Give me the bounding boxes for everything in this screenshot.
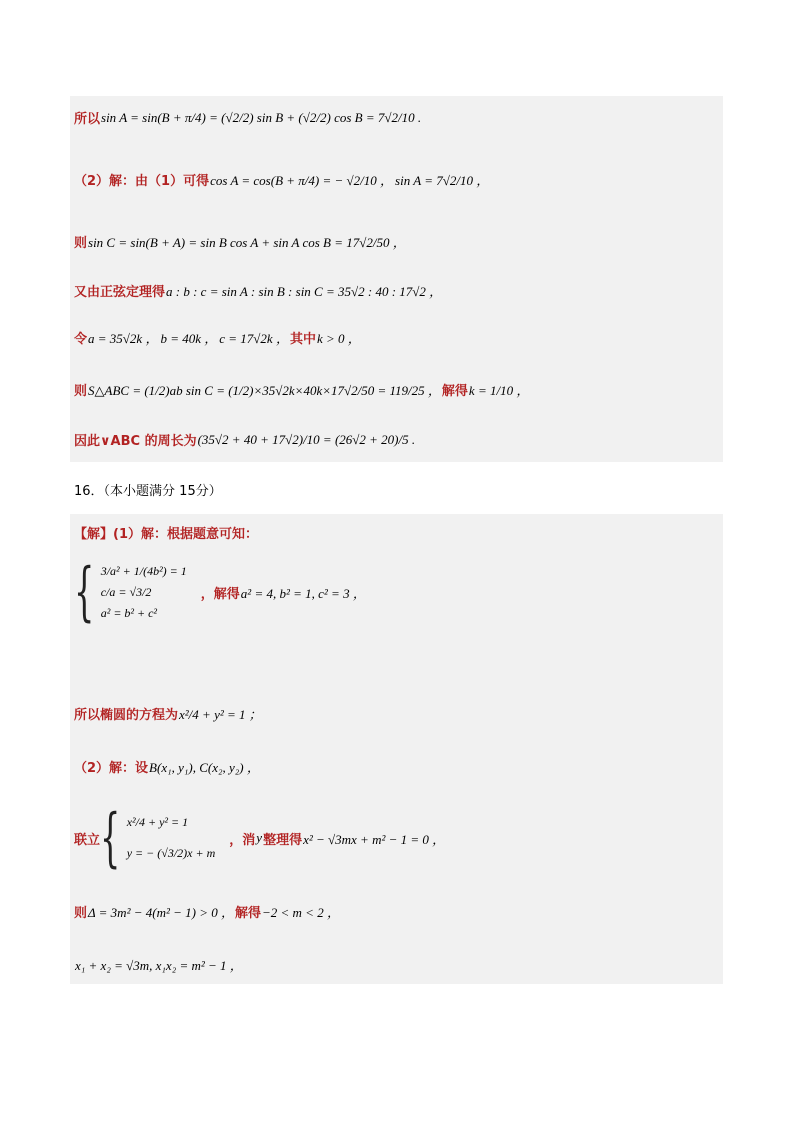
formula: x² − √3mx + m² − 1 = 0 ，: [303, 831, 446, 847]
label: 令: [74, 332, 88, 347]
text-line: [74, 955, 244, 974]
label: 所以椭圆的方程为: [74, 708, 179, 723]
formula: sin C = sin(B + A) = sin B cos A + sin A cos B = 17√2/50 ，: [88, 235, 406, 250]
equation: y = − (√3/2)x + m: [126, 846, 216, 860]
system-lines: [101, 564, 187, 621]
text-line: [74, 108, 422, 127]
formula: a = 35√2k ，: [88, 331, 159, 346]
formula: x₁ + x₂ = √3m, x₁x₂ = m² − 1 ，: [75, 958, 243, 973]
text-line: [74, 232, 407, 251]
text-line: [74, 281, 443, 300]
equation: x²/4 + y² = 1: [126, 815, 189, 829]
formula: sin A = sin(B + π/4) = (√2/2) sin B + (√2/2) cos B = 7√2/10 .: [101, 109, 422, 125]
label: （2）解：设: [74, 761, 149, 776]
label: 所以: [74, 112, 101, 127]
text-line: [74, 170, 490, 189]
equation: a² = b² + c²: [100, 605, 158, 620]
equation: 3/a² + 1/(4b²) = 1: [100, 563, 187, 578]
brace: {: [100, 801, 121, 875]
formula: −2 < m < 2 ，: [262, 905, 340, 920]
formula: k > 0 ，: [316, 331, 361, 346]
formula: k = 1/10 ，: [468, 383, 530, 398]
label: 解得: [234, 906, 261, 921]
formula: B(x₁, y₁), C(x₂, y₂) ，: [149, 760, 260, 775]
formula: cos A = cos(B + π/4) = − √2/10 ，: [210, 173, 394, 188]
formula: sin A = 7√2/10 ，: [395, 173, 490, 188]
text-line: [74, 430, 416, 449]
label: 整理得: [263, 832, 303, 848]
label: 因此∨ABC 的周长为: [74, 434, 197, 449]
label: 又由正弦定理得: [74, 285, 166, 300]
formula: x²/4 + y² = 1 ；: [179, 707, 262, 722]
brace: {: [74, 555, 95, 629]
system-lines: [127, 815, 216, 861]
text-line: [74, 328, 362, 347]
question-heading: 16．（本小题满分 15分）: [74, 484, 222, 499]
label: ，解得: [200, 586, 240, 602]
text-line: [74, 704, 263, 723]
text-line: [74, 523, 258, 542]
label: ，消: [229, 832, 256, 848]
label: 则: [74, 906, 88, 921]
formula: Δ = 3m² − 4(m² − 1) > 0 ，: [88, 905, 234, 920]
variable: y: [256, 830, 263, 845]
formula: (35√2 + 40 + 17√2)/10 = (26√2 + 20)/5 .: [197, 431, 416, 447]
formula: a² = 4, b² = 1, c² = 3 ，: [240, 585, 366, 601]
label: 【解】(1）解：根据题意可知：: [74, 527, 258, 542]
formula: b = 40k ，: [160, 331, 218, 346]
label: 解得: [441, 384, 468, 399]
text-line: [74, 902, 341, 921]
label: 则: [74, 236, 88, 251]
solution-panel-part1: [70, 96, 723, 462]
equation-system: [74, 555, 367, 629]
label: 则: [74, 384, 88, 399]
label: 联立: [74, 832, 101, 848]
formula: a : b : c = sin A : sin B : sin C = 35√2 : 40 : 17√2 ，: [166, 284, 443, 299]
equation: c/a = √3/2: [100, 584, 152, 599]
label: 其中: [289, 332, 316, 347]
formula: S△ABC = (1/2)ab sin C = (1/2)×35√2k×40k×17√2/50 = 119/25 ，: [88, 383, 441, 398]
text-line: [74, 757, 261, 776]
text-line: [74, 380, 530, 399]
equation-system: [74, 801, 446, 875]
formula: c = 17√2k ，: [219, 331, 289, 346]
label: （2）解：由（1）可得: [74, 174, 210, 189]
